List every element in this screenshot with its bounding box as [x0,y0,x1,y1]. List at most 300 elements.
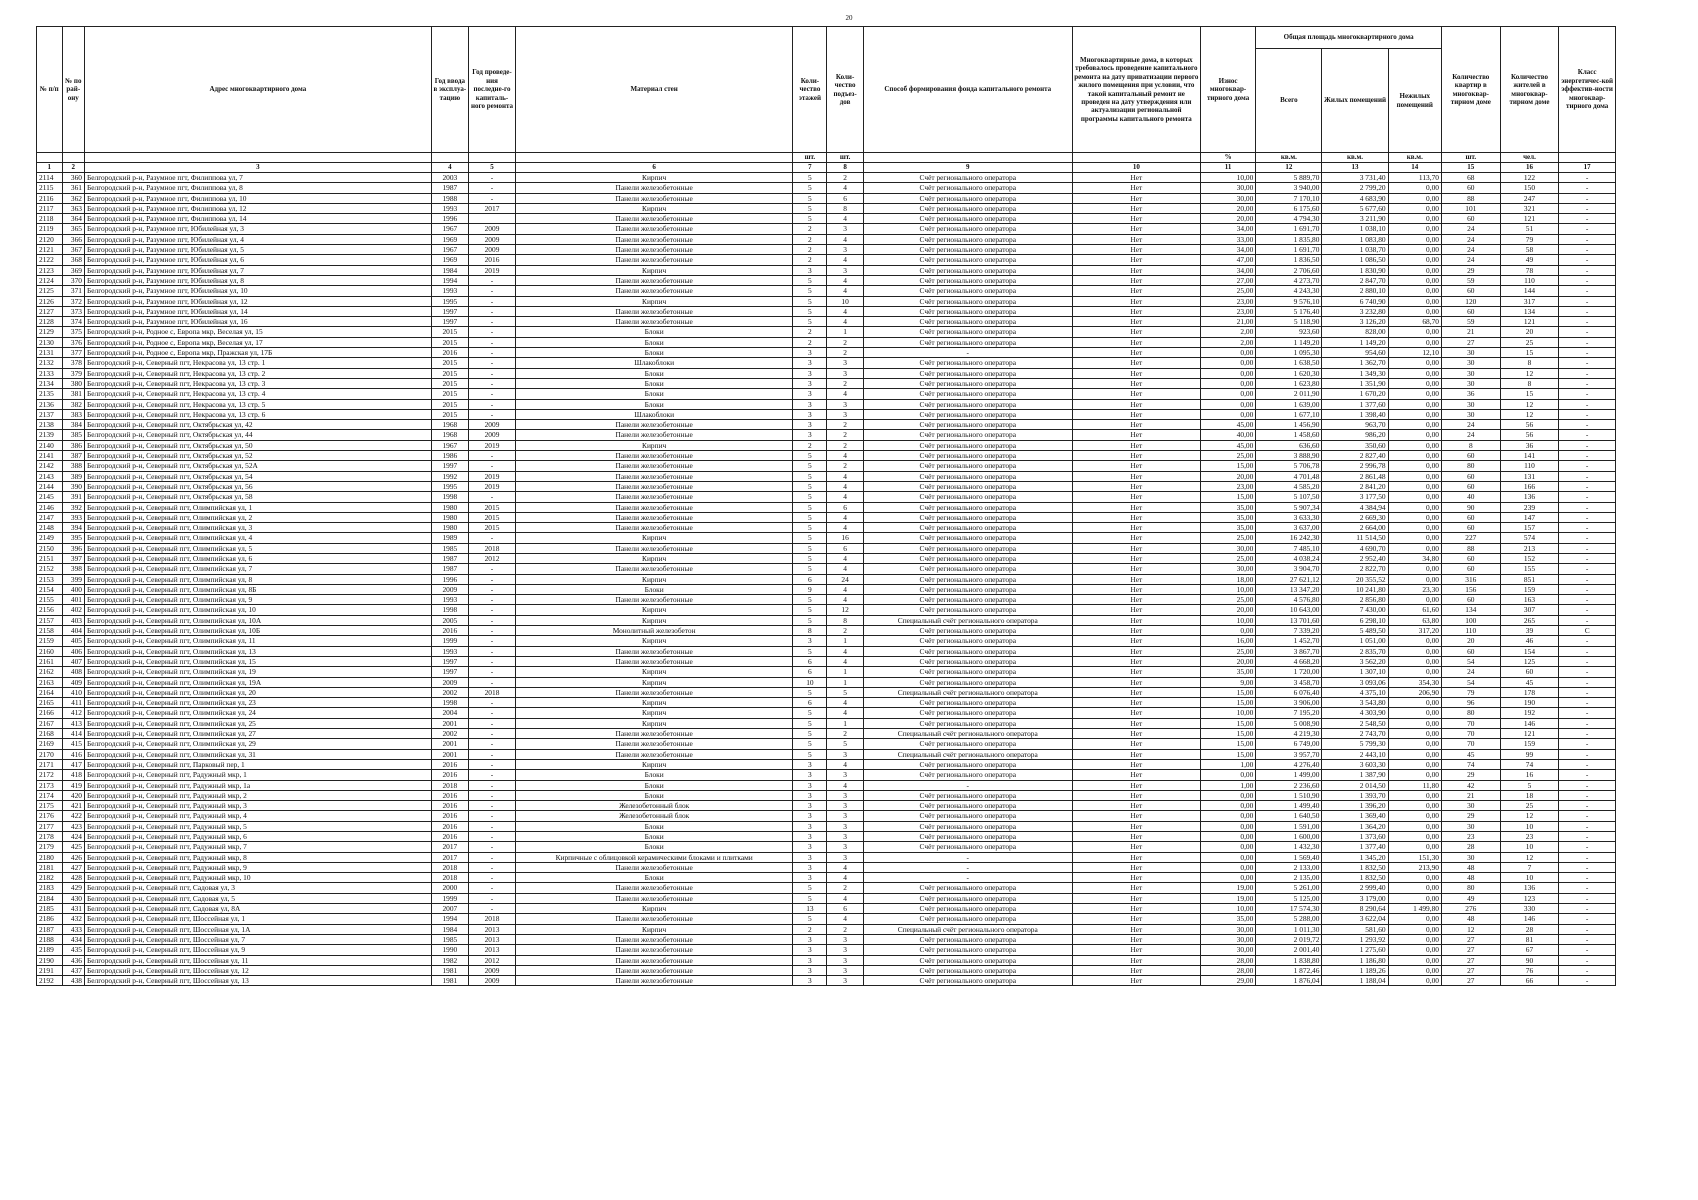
cell-repair-required: Нет [1072,667,1200,677]
cell-no-district: 376 [62,337,84,347]
cell-fund-method: Счёт регионального оператора [863,759,1072,769]
cell-energy-class: - [1559,780,1616,790]
cell-residents: 163 [1500,595,1559,605]
cell-wear: 15,00 [1200,739,1255,749]
cell-area-living: 4 384,94 [1322,502,1388,512]
cell-area-living: 3 126,20 [1322,317,1388,327]
cell-floors: 3 [793,358,827,368]
cell-residents: 67 [1500,945,1559,955]
cell-wall-material: Панели железобетонные [515,306,792,316]
cell-energy-class: - [1559,553,1616,563]
cell-address: Белгородский р-н, Северный пгт, Радужный мкр, 4 [84,811,431,821]
cell-area-total: 10 643,00 [1256,605,1322,615]
cell-entrances: 3 [827,224,863,234]
cell-floors: 3 [793,389,827,399]
cell-address: Белгородский р-н, Северный пгт, Олимпийская ул, 20 [84,687,431,697]
cell-entrances: 8 [827,615,863,625]
cell-flats: 80 [1441,708,1500,718]
cell-wear: 16,00 [1200,636,1255,646]
cell-entrances: 2 [827,924,863,934]
cell-no: 2118 [37,214,63,224]
cell-address: Белгородский р-н, Северный пгт, Некрасова ул, 13 стр. 1 [84,358,431,368]
cell-entrances: 1 [827,327,863,337]
cell-flats: 60 [1441,564,1500,574]
cell-flats: 40 [1441,492,1500,502]
cell-no: 2138 [37,420,63,430]
cell-year-repair: - [469,842,516,852]
cell-wall-material: Панели железобетонные [515,492,792,502]
cell-repair-required: Нет [1072,615,1200,625]
cell-residents: 10 [1500,873,1559,883]
cell-repair-required: Нет [1072,203,1200,213]
cell-address: Белгородский р-н, Родное с, Европа мкр, Веселая ул, 15 [84,327,431,337]
cell-address: Белгородский р-н, Северный пгт, Олимпийская ул, 10А [84,615,431,625]
cell-entrances: 3 [827,358,863,368]
cell-entrances: 6 [827,193,863,203]
cell-entrances: 4 [827,234,863,244]
cell-area-living: 1 364,20 [1322,821,1388,831]
cell-wall-material: Блоки [515,399,792,409]
cell-wall-material: Панели железобетонные [515,893,792,903]
table-row [37,667,1616,677]
cell-area-total: 27 621,12 [1256,574,1322,584]
cell-area-nonliving: 0,00 [1388,739,1441,749]
cell-entrances: 3 [827,832,863,842]
cell-no: 2146 [37,502,63,512]
cell-energy-class: - [1559,512,1616,522]
cell-wall-material: Панели железобетонные [515,965,792,975]
cell-residents: 147 [1500,512,1559,522]
cell-floors: 2 [793,327,827,337]
cell-area-total: 1 499,40 [1256,801,1322,811]
table-row [37,965,1616,975]
cell-repair-required: Нет [1072,832,1200,842]
cell-no: 2189 [37,945,63,955]
cell-wear: 25,00 [1200,595,1255,605]
cell-wear: 15,00 [1200,461,1255,471]
cell-no-district: 406 [62,646,84,656]
cell-no: 2120 [37,234,63,244]
cell-year-repair: 2019 [469,471,516,481]
cell-energy-class: - [1559,183,1616,193]
table-row [37,296,1616,306]
cell-area-living: 6 740,90 [1322,296,1388,306]
cell-floors: 5 [793,451,827,461]
cell-flats: 100 [1441,615,1500,625]
cell-area-living: 581,60 [1322,924,1388,934]
table-row [37,811,1616,821]
cell-area-total: 1 510,90 [1256,790,1322,800]
table-row [37,955,1616,965]
cell-address: Белгородский р-н, Северный пгт, Олимпийская ул, 11 [84,636,431,646]
cell-area-living: 5 489,50 [1322,626,1388,636]
cell-flats: 45 [1441,749,1500,759]
cell-no: 2125 [37,286,63,296]
cell-floors: 5 [793,605,827,615]
cell-no-district: 427 [62,862,84,872]
column-number: 12 [1256,163,1322,173]
cell-no-district: 386 [62,440,84,450]
cell-residents: 121 [1500,214,1559,224]
cell-area-living: 2 847,70 [1322,275,1388,285]
cell-wall-material: Панели железобетонные [515,183,792,193]
cell-no: 2153 [37,574,63,584]
unit-floors: шт. [793,153,827,163]
cell-entrances: 5 [827,739,863,749]
cell-wear: 25,00 [1200,533,1255,543]
unit-wear: % [1200,153,1255,163]
cell-no-district: 395 [62,533,84,543]
table-row [37,471,1616,481]
cell-wall-material: Панели железобетонные [515,471,792,481]
cell-repair-required: Нет [1072,584,1200,594]
cell-wall-material: Шлакоблоки [515,409,792,419]
cell-year-built: 1969 [431,234,468,244]
cell-no: 2173 [37,780,63,790]
cell-energy-class: - [1559,615,1616,625]
cell-area-living: 1 369,40 [1322,811,1388,821]
cell-entrances: 3 [827,770,863,780]
cell-year-repair: 2012 [469,955,516,965]
cell-year-built: 1998 [431,605,468,615]
cell-year-repair: - [469,801,516,811]
cell-no-district: 384 [62,420,84,430]
cell-entrances: 2 [827,173,863,183]
cell-fund-method: Специальный счёт регионального оператора [863,749,1072,759]
cell-energy-class: - [1559,595,1616,605]
cell-address: Белгородский р-н, Северный пгт, Садовая ул, 3 [84,883,431,893]
cell-residents: 78 [1500,265,1559,275]
cell-entrances: 4 [827,275,863,285]
cell-area-nonliving: 0,00 [1388,193,1441,203]
cell-area-living: 3 211,90 [1322,214,1388,224]
cell-fund-method: Счёт регионального оператора [863,173,1072,183]
cell-energy-class: - [1559,348,1616,358]
cell-entrances: 3 [827,934,863,944]
cell-residents: 81 [1500,934,1559,944]
cell-wear: 27,00 [1200,275,1255,285]
cell-area-nonliving: 0,00 [1388,533,1441,543]
cell-year-built: 2001 [431,749,468,759]
cell-address: Белгородский р-н, Северный пгт, Парковый пер, 1 [84,759,431,769]
cell-entrances: 4 [827,564,863,574]
cell-wear: 15,00 [1200,718,1255,728]
cell-no-district: 402 [62,605,84,615]
cell-wear: 0,00 [1200,790,1255,800]
cell-repair-required: Нет [1072,275,1200,285]
cell-wall-material: Панели железобетонные [515,687,792,697]
cell-residents: 8 [1500,378,1559,388]
cell-residents: 159 [1500,739,1559,749]
cell-floors: 3 [793,780,827,790]
cell-no: 2155 [37,595,63,605]
cell-wall-material: Панели железобетонные [515,461,792,471]
cell-area-total: 1 838,80 [1256,955,1322,965]
cell-year-built: 1996 [431,574,468,584]
page-number: 20 [845,14,853,22]
column-number: 7 [793,163,827,173]
cell-repair-required: Нет [1072,893,1200,903]
table-row [37,842,1616,852]
cell-energy-class: - [1559,636,1616,646]
cell-residents: 247 [1500,193,1559,203]
cell-energy-class: - [1559,430,1616,440]
table-row [37,378,1616,388]
cell-no: 2167 [37,718,63,728]
cell-area-total: 2 236,60 [1256,780,1322,790]
cell-wear: 1,00 [1200,759,1255,769]
cell-repair-required: Нет [1072,739,1200,749]
cell-wear: 23,00 [1200,481,1255,491]
cell-wear: 19,00 [1200,893,1255,903]
cell-entrances: 16 [827,533,863,543]
cell-address: Белгородский р-н, Северный пгт, Олимпийская ул, 8Б [84,584,431,594]
cell-no: 2160 [37,646,63,656]
cell-year-repair: 2017 [469,203,516,213]
cell-area-total: 2 706,60 [1256,265,1322,275]
cell-repair-required: Нет [1072,378,1200,388]
cell-area-living: 954,60 [1322,348,1388,358]
table-row [37,904,1616,914]
cell-repair-required: Нет [1072,904,1200,914]
cell-wall-material: Панели железобетонные [515,317,792,327]
cell-year-built: 1997 [431,306,468,316]
cell-floors: 9 [793,584,827,594]
cell-area-total: 4 668,20 [1256,656,1322,666]
cell-address: Белгородский р-н, Северный пгт, Олимпийская ул, 19А [84,677,431,687]
cell-wear: 0,00 [1200,852,1255,862]
cell-no-district: 418 [62,770,84,780]
cell-flats: 27 [1441,976,1500,986]
cell-no: 2158 [37,626,63,636]
table-row [37,605,1616,615]
cell-address: Белгородский р-н, Разумное пгт, Юбилейная ул, 5 [84,245,431,255]
unit-cell [84,153,431,163]
cell-no: 2156 [37,605,63,615]
cell-year-built: 1992 [431,471,468,481]
cell-no: 2126 [37,296,63,306]
cell-residents: 12 [1500,409,1559,419]
cell-residents: 155 [1500,564,1559,574]
cell-energy-class: - [1559,811,1616,821]
cell-area-living: 2 799,20 [1322,183,1388,193]
cell-flats: 30 [1441,368,1500,378]
cell-residents: 213 [1500,543,1559,553]
cell-no: 2174 [37,790,63,800]
cell-no: 2172 [37,770,63,780]
cell-area-nonliving: 0,00 [1388,420,1441,430]
cell-fund-method: Счёт регионального оператора [863,656,1072,666]
cell-wall-material: Панели железобетонные [515,193,792,203]
column-number: 14 [1388,163,1441,173]
cell-flats: 60 [1441,214,1500,224]
cell-wear: 15,00 [1200,687,1255,697]
cell-repair-required: Нет [1072,348,1200,358]
cell-no-district: 391 [62,492,84,502]
cell-address: Белгородский р-н, Северный пгт, Шоссейная ул, 1 [84,914,431,924]
cell-wear: 20,00 [1200,471,1255,481]
cell-no-district: 405 [62,636,84,646]
cell-wall-material: Блоки [515,842,792,852]
cell-flats: 227 [1441,533,1500,543]
cell-repair-required: Нет [1072,368,1200,378]
cell-area-living: 1 377,60 [1322,399,1388,409]
cell-no: 2116 [37,193,63,203]
cell-energy-class: - [1559,203,1616,213]
cell-energy-class: - [1559,461,1616,471]
cell-flats: 29 [1441,770,1500,780]
cell-year-repair: - [469,605,516,615]
cell-area-nonliving: 68,70 [1388,317,1441,327]
cell-area-living: 7 430,00 [1322,605,1388,615]
cell-repair-required: Нет [1072,492,1200,502]
cell-flats: 70 [1441,739,1500,749]
cell-energy-class: - [1559,914,1616,924]
cell-no: 2178 [37,832,63,842]
cell-year-repair: - [469,656,516,666]
cell-energy-class: - [1559,378,1616,388]
cell-no: 2175 [37,801,63,811]
cell-area-total: 2 135,00 [1256,873,1322,883]
cell-address: Белгородский р-н, Разумное пгт, Юбилейная ул, 7 [84,265,431,275]
cell-no-district: 419 [62,780,84,790]
cell-repair-required: Нет [1072,718,1200,728]
table-row [37,183,1616,193]
header-fund-method: Способ формирования фонда капитального ремонта [863,27,1072,153]
table-row [37,656,1616,666]
cell-year-repair: - [469,348,516,358]
cell-fund-method: Счёт регионального оператора [863,553,1072,563]
cell-year-built: 1994 [431,275,468,285]
cell-year-built: 1985 [431,934,468,944]
cell-no: 2171 [37,759,63,769]
cell-area-living: 6 298,10 [1322,615,1388,625]
cell-energy-class: - [1559,955,1616,965]
cell-year-built: 1995 [431,481,468,491]
table-row [37,780,1616,790]
cell-floors: 5 [793,595,827,605]
table-row [37,420,1616,430]
cell-year-repair: 2013 [469,924,516,934]
cell-wall-material: Кирпич [515,698,792,708]
cell-area-nonliving: 0,00 [1388,409,1441,419]
cell-area-living: 3 179,00 [1322,893,1388,903]
cell-floors: 5 [793,286,827,296]
cell-no: 2121 [37,245,63,255]
cell-residents: 134 [1500,306,1559,316]
cell-area-nonliving: 0,00 [1388,296,1441,306]
table-row [37,821,1616,831]
cell-flats: 30 [1441,399,1500,409]
cell-wear: 15,00 [1200,729,1255,739]
cell-no-district: 373 [62,306,84,316]
cell-entrances: 3 [827,852,863,862]
cell-flats: 110 [1441,626,1500,636]
cell-residents: 18 [1500,790,1559,800]
cell-no: 2152 [37,564,63,574]
table-row [37,245,1616,255]
cell-no: 2151 [37,553,63,563]
cell-wear: 35,00 [1200,914,1255,924]
cell-energy-class: - [1559,265,1616,275]
cell-area-nonliving: 0,00 [1388,914,1441,924]
cell-flats: 21 [1441,790,1500,800]
table-row [37,873,1616,883]
cell-year-repair: - [469,811,516,821]
cell-area-total: 3 458,70 [1256,677,1322,687]
cell-area-total: 4 794,30 [1256,214,1322,224]
cell-fund-method: Счёт регионального оператора [863,811,1072,821]
cell-floors: 2 [793,255,827,265]
cell-energy-class: - [1559,821,1616,831]
cell-area-living: 2 861,48 [1322,471,1388,481]
cell-wall-material: Панели железобетонные [515,430,792,440]
cell-area-nonliving: 0,00 [1388,440,1441,450]
cell-wall-material: Панели железобетонные [515,275,792,285]
cell-area-total: 4 576,80 [1256,595,1322,605]
cell-wear: 35,00 [1200,667,1255,677]
cell-wear: 35,00 [1200,502,1255,512]
cell-repair-required: Нет [1072,687,1200,697]
cell-wall-material: Кирпич [515,203,792,213]
cell-year-repair: - [469,461,516,471]
cell-year-built: 1993 [431,203,468,213]
cell-area-nonliving: 0,00 [1388,430,1441,440]
cell-wall-material: Панели железобетонные [515,420,792,430]
cell-area-nonliving: 0,00 [1388,378,1441,388]
header-flats: Количество квартир в многоквар-тирном доме [1441,27,1500,153]
cell-area-nonliving: 0,00 [1388,203,1441,213]
cell-area-nonliving: 0,00 [1388,306,1441,316]
cell-area-living: 3 177,50 [1322,492,1388,502]
cell-repair-required: Нет [1072,574,1200,584]
cell-no: 2165 [37,698,63,708]
cell-repair-required: Нет [1072,317,1200,327]
cell-fund-method: Счёт регионального оператора [863,286,1072,296]
cell-wear: 19,00 [1200,883,1255,893]
cell-year-built: 2015 [431,389,468,399]
cell-address: Белгородский р-н, Северный пгт, Олимпийская ул, 23 [84,698,431,708]
cell-area-nonliving: 0,00 [1388,214,1441,224]
cell-year-built: 1997 [431,317,468,327]
cell-year-built: 2015 [431,368,468,378]
cell-year-built: 2002 [431,687,468,697]
cell-floors: 5 [793,687,827,697]
cell-fund-method: Счёт регионального оператора [863,543,1072,553]
cell-repair-required: Нет [1072,883,1200,893]
cell-fund-method: Счёт регионального оператора [863,801,1072,811]
cell-year-built: 2016 [431,801,468,811]
cell-year-repair: - [469,790,516,800]
cell-energy-class: - [1559,965,1616,975]
cell-flats: 60 [1441,523,1500,533]
cell-fund-method: Специальный счёт регионального оператора [863,687,1072,697]
cell-flats: 60 [1441,286,1500,296]
cell-wall-material: Блоки [515,873,792,883]
cell-area-nonliving: 0,00 [1388,399,1441,409]
cell-year-built: 1967 [431,224,468,234]
cell-wall-material: Панели железобетонные [515,481,792,491]
cell-year-repair: - [469,852,516,862]
cell-entrances: 3 [827,801,863,811]
cell-floors: 5 [793,183,827,193]
cell-repair-required: Нет [1072,708,1200,718]
table-row [37,317,1616,327]
cell-repair-required: Нет [1072,862,1200,872]
cell-residents: 56 [1500,420,1559,430]
cell-flats: 12 [1441,924,1500,934]
cell-flats: 49 [1441,893,1500,903]
